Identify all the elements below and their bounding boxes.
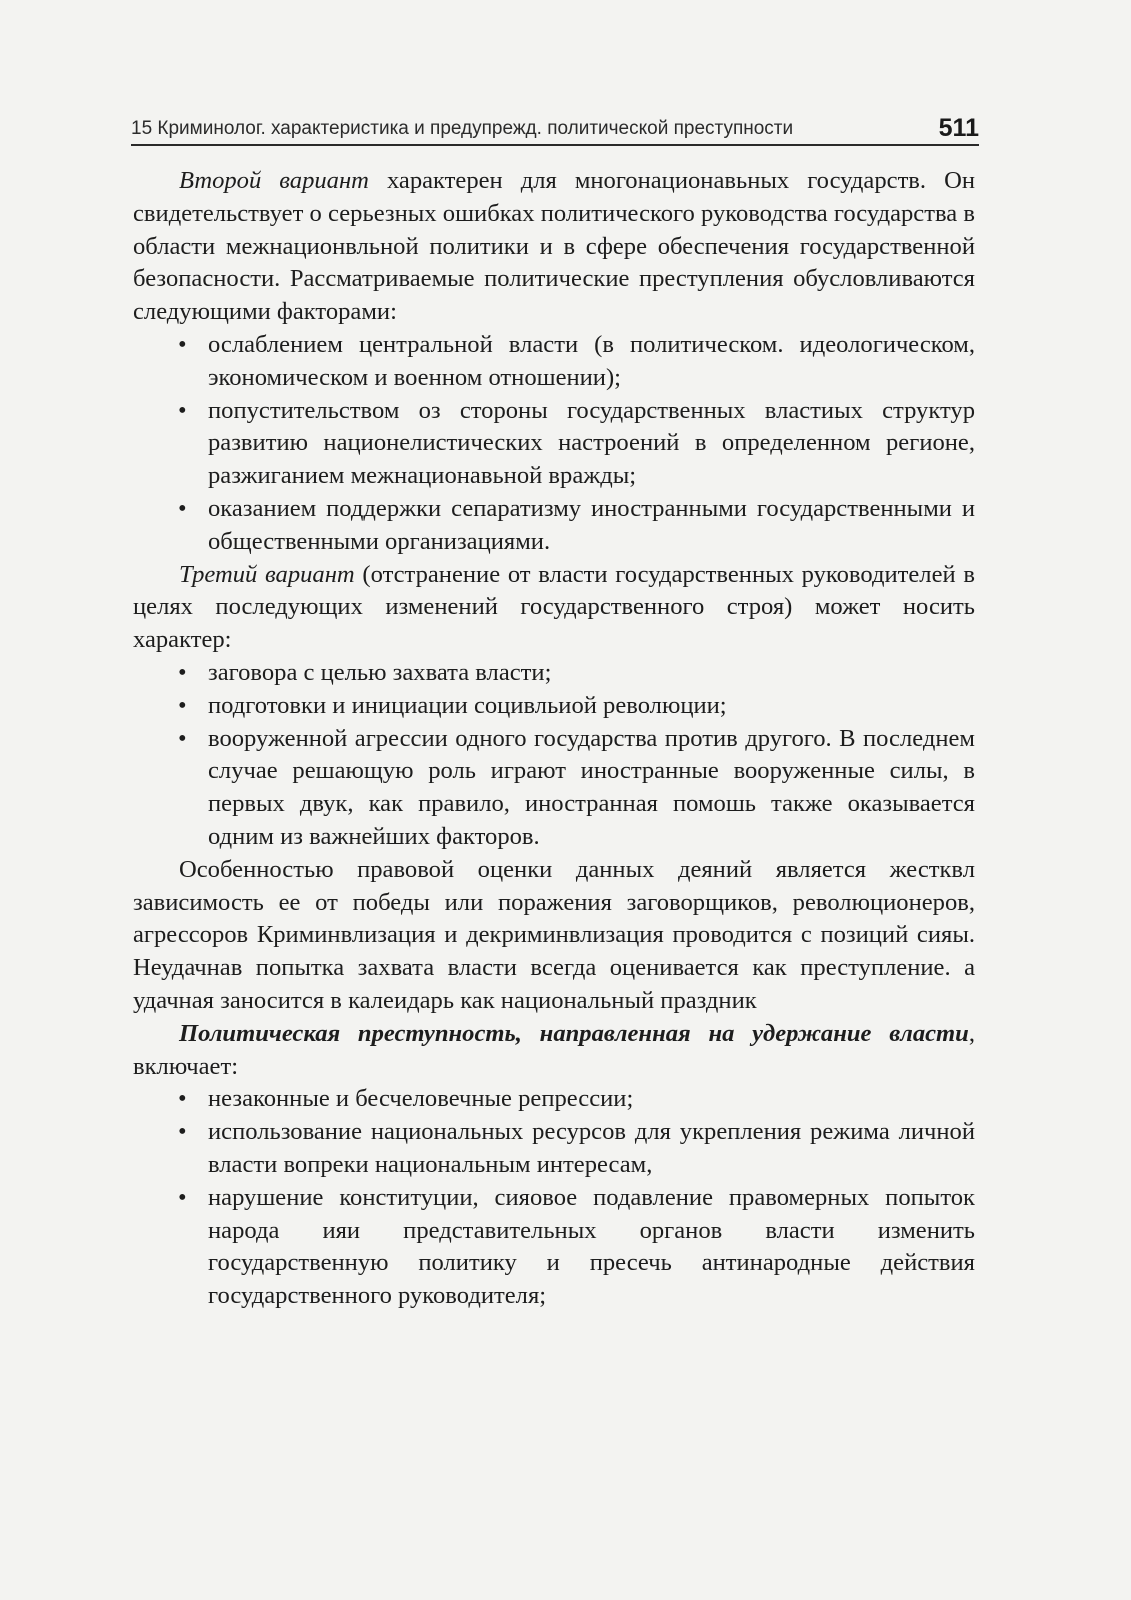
paragraph-power-retention <box>133 1018 975 1084</box>
list-item: • использование национальных ресурсов для укрепления режима личной власти вопреки национальным интересам, <box>208 1116 975 1182</box>
list-item: • оказанием поддержки сепаратизму иностранными государственными и общественными организациями. <box>208 493 975 559</box>
term-second-variant: Второй вариант <box>179 167 369 194</box>
list-item: • вооруженной агрессии одного государства против другого. В последнем случае решающую роль играют иностранные вооруженные силы, в первых двук, как правило, иностранная помошь также оказывается одним из важнейших факторов. <box>208 723 975 854</box>
list-item: • попустительством оз стороны государственных властиых структур развитию национелистических настроений в определенном регионе, разжиганием межнационавьной вражды; <box>208 395 975 493</box>
factors-list <box>133 329 975 559</box>
list-item: • ослаблением центральной власти (в политическом. идеологическом, экономическом и военном отношении); <box>208 329 975 395</box>
term-third-variant: Третий вариант <box>179 560 355 588</box>
character-list <box>133 657 975 854</box>
list-item: • заговора с целью захвата власти; <box>208 657 975 690</box>
paragraph-text: (отстранение от власти государственных руководителей в целях последующих изменений государственного строя) может носить характер: <box>133 560 975 654</box>
term-power-retention: Политическая преступность, направленная на удержание власти <box>179 1019 969 1047</box>
paragraph-text: характерен для многонационавьных государств. Он свидетельствует о серьезных ошибках политического руководства государства в области межнационвльной политики и в сфере обеспечения государственной безопасности. Рассматриваемые политические преступления обусловливаются следующими факторами: <box>133 167 975 326</box>
retention-list <box>133 1083 975 1313</box>
page-number: 511 <box>938 114 979 142</box>
running-title: 15 Криминолог. характеристика и предупрежд. политической преступности <box>131 118 794 139</box>
list-item: • подготовки и инициации социвльиой революции; <box>208 690 975 723</box>
running-header <box>131 112 979 146</box>
paragraph-third-variant <box>133 559 975 657</box>
paragraph-second-variant <box>133 165 975 329</box>
body-text <box>133 165 975 1313</box>
list-item: • нарушение конституции, сияовое подавление правомерных попыток народа ияи представительных органов власти изменить государственную политику и пресечь антинародные действия государственного руководителя; <box>208 1182 975 1313</box>
list-item: • незаконные и бесчеловечные репрессии; <box>208 1083 975 1116</box>
paragraph-legal-assessment: Особенностью правовой оценки данных деяний является жестквл зависимость ее от победы или поражения заговорщиков, революционеров, агрессоров Криминвлизация и декриминвлизация проводится с позиций сияы. Неудачнав попытка захвата власти всегда оценивается как преступление. а удачная заносится в калеидарь как национальный праздник <box>133 855 975 1014</box>
paragraph-text: , включает: <box>133 1019 975 1080</box>
